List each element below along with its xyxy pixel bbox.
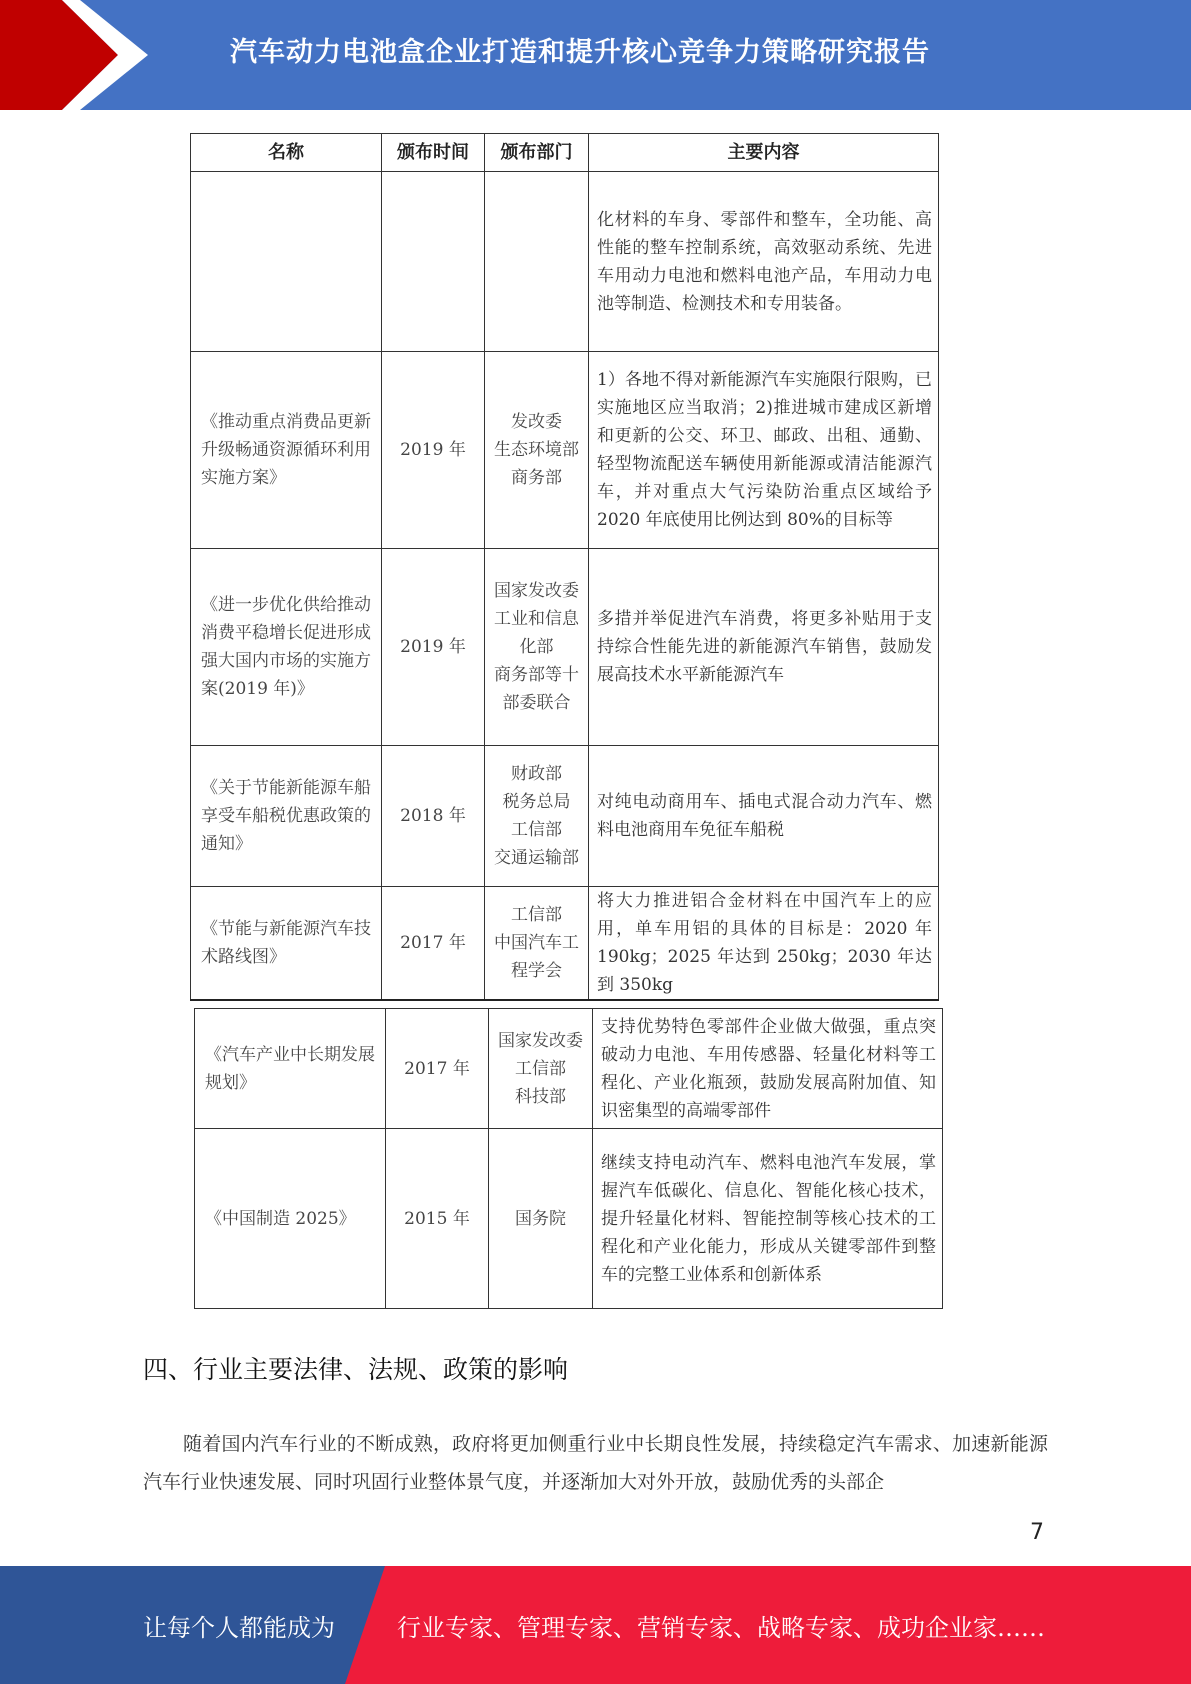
policy-name: 《汽车产业中长期发展规划》 bbox=[195, 1009, 386, 1129]
policy-name bbox=[191, 172, 382, 352]
policy-name: 《中国制造 2025》 bbox=[195, 1129, 386, 1309]
policy-date: 2019 年 bbox=[382, 352, 485, 549]
column-header-date: 颁布时间 bbox=[382, 134, 485, 172]
page-footer bbox=[0, 1566, 1191, 1684]
policy-name: 《关于节能新能源车船享受车船税优惠政策的通知》 bbox=[191, 746, 382, 887]
policy-dept bbox=[485, 172, 589, 352]
table-row bbox=[191, 172, 939, 352]
policy-table-continued bbox=[194, 1008, 943, 1309]
section-body-paragraph: 随着国内汽车行业的不断成熟，政府将更加侧重行业中长期良性发展，持续稳定汽车需求、加速新能源汽车行业快速发展、同时巩固行业整体景气度，并逐渐加大对外开放，鼓励优秀的头部企 bbox=[143, 1433, 1048, 1493]
policy-name: 《节能与新能源汽车技术路线图》 bbox=[191, 887, 382, 1001]
policy-content: 1）各地不得对新能源汽车实施限行限购，已实施地区应当取消；2)推进城市建成区新增和更新的公交、环卫、邮政、出租、通勤、轻型物流配送车辆使用新能源或清洁能源汽车，并对重点大气污染防治重点区域给予 2020 年底使用比例达到 80%的目标等 bbox=[589, 352, 939, 549]
policy-date: 2017 年 bbox=[386, 1009, 489, 1129]
table-row bbox=[191, 746, 939, 887]
report-title: 汽车动力电池盒企业打造和提升核心竞争力策略研究报告 bbox=[230, 37, 930, 68]
table-row bbox=[195, 1009, 943, 1129]
policy-content: 支持优势特色零部件企业做大做强，重点突破动力电池、车用传感器、轻量化材料等工程化、产业化瓶颈，鼓励发展高附加值、知识密集型的高端零部件 bbox=[593, 1009, 943, 1129]
policy-content: 继续支持电动汽车、燃料电池汽车发展，掌握汽车低碳化、信息化、智能化核心技术，提升轻量化材料、智能控制等核心技术的工程化和产业化能力，形成从关键零部件到整车的完整工业体系和创新体系 bbox=[593, 1129, 943, 1309]
policy-dept: 工信部 中国汽车工程学会 bbox=[485, 887, 589, 1001]
policy-content: 化材料的车身、零部件和整车，全功能、高性能的整车控制系统，高效驱动系统、先进车用动力电池和燃料电池产品，车用动力电池等制造、检测技术和专用装备。 bbox=[589, 172, 939, 352]
footer-slogan-left: 让每个人都能成为 bbox=[143, 1614, 335, 1642]
section-heading: 四、行业主要法律、法规、政策的影响 bbox=[143, 1355, 569, 1384]
policy-content: 对纯电动商用车、插电式混合动力汽车、燃料电池商用车免征车船税 bbox=[589, 746, 939, 887]
table-row bbox=[191, 887, 939, 1001]
policy-content: 多措并举促进汽车消费，将更多补贴用于支持综合性能先进的新能源汽车销售，鼓励发展高技术水平新能源汽车 bbox=[589, 549, 939, 746]
policy-dept: 国家发改委 工业和信息化部 商务部等十部委联合 bbox=[485, 549, 589, 746]
policy-date: 2018 年 bbox=[382, 746, 485, 887]
policy-date: 2017 年 bbox=[382, 887, 485, 1001]
policy-date: 2019 年 bbox=[382, 549, 485, 746]
policy-dept: 发改委 生态环境部 商务部 bbox=[485, 352, 589, 549]
policy-name: 《推动重点消费品更新升级畅通资源循环利用实施方案》 bbox=[191, 352, 382, 549]
table-header-row bbox=[191, 134, 939, 172]
policy-dept: 国家发改委 工信部 科技部 bbox=[489, 1009, 593, 1129]
column-header-dept: 颁布部门 bbox=[485, 134, 589, 172]
column-header-content: 主要内容 bbox=[589, 134, 939, 172]
table-row bbox=[191, 352, 939, 549]
column-header-name: 名称 bbox=[191, 134, 382, 172]
policy-name: 《进一步优化供给推动消费平稳增长促进形成强大国内市场的实施方案(2019 年)》 bbox=[191, 549, 382, 746]
page-header bbox=[0, 0, 1191, 110]
policy-content: 将大力推进铝合金材料在中国汽车上的应用，单车用铝的具体的目标是：2020 年 190kg；2025 年达到 250kg；2030 年达到 350kg bbox=[589, 887, 939, 1001]
policy-dept: 财政部 税务总局 工信部 交通运输部 bbox=[485, 746, 589, 887]
policy-date bbox=[382, 172, 485, 352]
table-row bbox=[195, 1129, 943, 1309]
policy-date: 2015 年 bbox=[386, 1129, 489, 1309]
policy-table bbox=[190, 133, 939, 1001]
footer-slogan-right: 行业专家、管理专家、营销专家、战略专家、成功企业家…… bbox=[397, 1614, 1045, 1642]
policy-dept: 国务院 bbox=[489, 1129, 593, 1309]
page-number: 7 bbox=[1030, 1520, 1044, 1545]
table-row bbox=[191, 549, 939, 746]
